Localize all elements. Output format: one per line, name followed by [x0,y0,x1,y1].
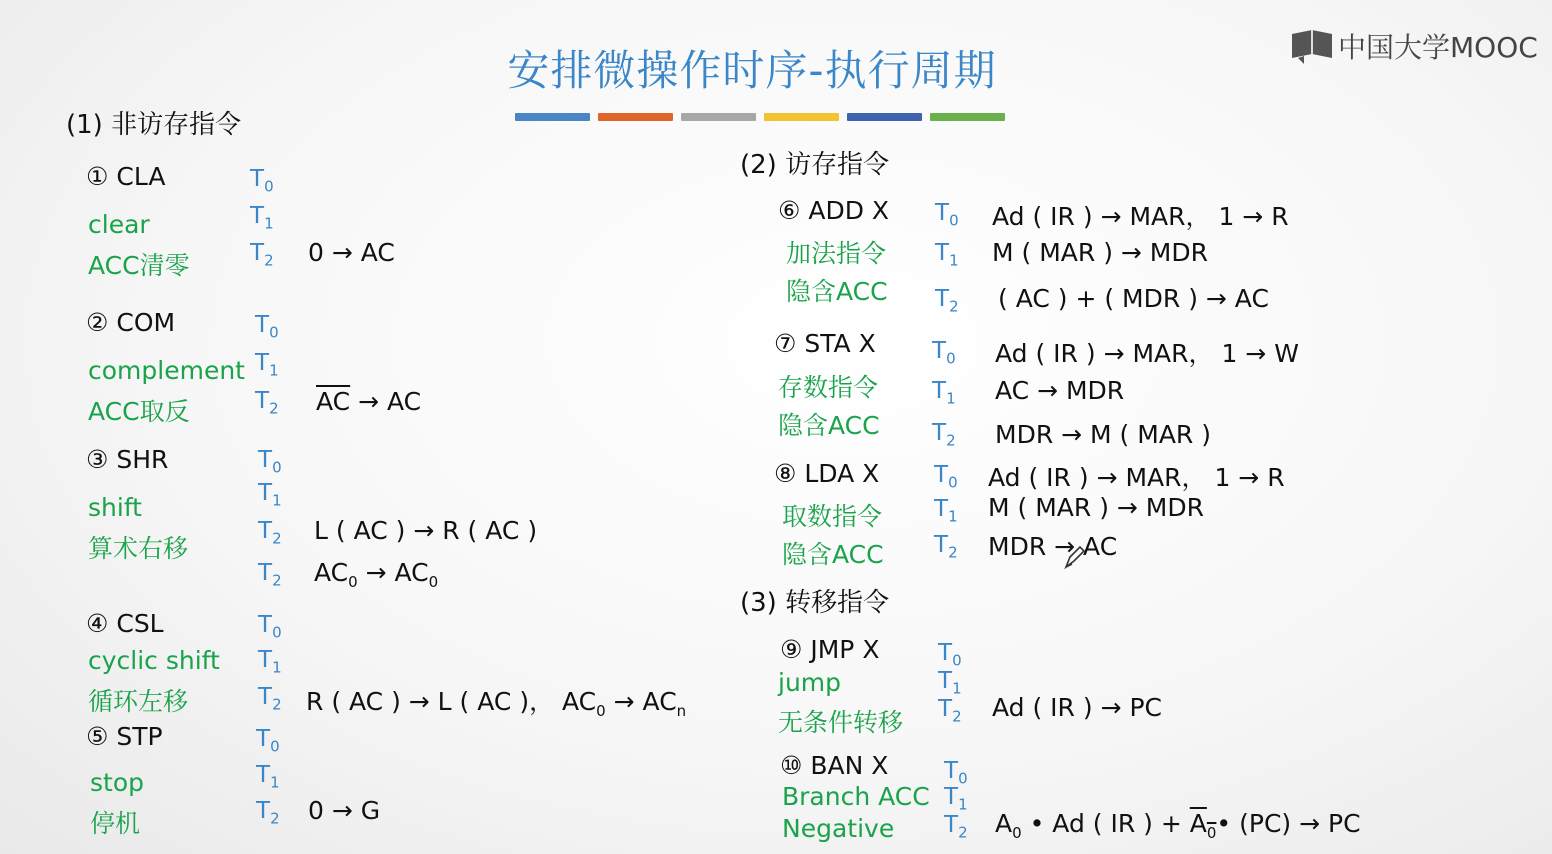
com-t0: $T_0$ [255,312,279,342]
lda-op-t2: MDR → AC [988,532,1118,561]
ban-t2: $T_2$ [944,812,968,842]
color-bar-2 [598,113,673,121]
add-desc-1: 加法指令 [786,239,887,268]
com-desc-en: complement [88,356,245,385]
lda-t1: $T_1$ [934,496,958,526]
shr-t2: $T_2$ [258,518,282,548]
cla-desc-cn: ACC清零 [88,251,190,280]
cla-t0: $T_0$ [250,166,274,196]
sta-desc-2: 隐含ACC [778,411,880,440]
stp-t1: $T_1$ [256,762,280,792]
lda-name: ⑧ LDA X [774,459,880,488]
stp-name: ⑤ STP [86,722,163,751]
com-t1: $T_1$ [255,350,279,380]
sta-op-t1: AC → MDR [995,376,1125,405]
add-t0: $T_0$ [935,200,959,230]
cla-desc-en: clear [88,210,150,239]
jmp-desc-2: 无条件转移 [778,708,904,737]
ban-desc-1: Branch ACC [782,782,930,811]
shr-op-t2: L ( AC ) → R ( AC ) [314,516,538,545]
shr-desc-cn: 算术右移 [88,534,189,563]
add-t2: $T_2$ [935,286,959,316]
lda-op-t1: M ( MAR ) → MDR [988,493,1204,522]
add-op-t2: ( AC ) + ( MDR ) → AC [998,284,1269,313]
section-1-header: (1) 非访存指令 [66,110,242,140]
shr-t1: $T_1$ [258,480,282,510]
cla-t1: $T_1$ [250,203,274,233]
section-2-header: (2) 访存指令 [740,150,890,180]
shr-name: ③ SHR [86,445,169,474]
shr-t2b: $T_2$ [258,560,282,590]
ban-op-t2: $A_0$ • Ad ( IR ) + $A_0•$ (PC) → PC [995,809,1361,842]
section-3-header: (3) 转移指令 [740,588,890,618]
shr-op-t2b: $AC_0 \to AC_0$ [314,558,439,591]
jmp-desc-1: jump [778,668,842,697]
jmp-t0: $T_0$ [938,640,962,670]
csl-desc-en: cyclic shift [88,646,220,675]
add-t1: $T_1$ [935,240,959,270]
jmp-op-t2: Ad ( IR ) → PC [992,693,1162,722]
shr-desc-en: shift [88,493,142,522]
mooc-logo-text: 中国大学MOOC [1338,31,1538,64]
jmp-t1: $T_1$ [938,668,962,698]
color-bar-1 [515,113,590,121]
cla-name: ① CLA [86,162,166,191]
color-bar-4 [764,113,839,121]
com-t2: $T_2$ [255,388,279,418]
lda-op-t0: Ad ( IR ) → MAR， 1 → R [988,463,1285,492]
csl-desc-cn: 循环左移 [88,687,189,716]
csl-t1: $T_1$ [258,647,282,677]
lda-t0: $T_0$ [934,462,958,492]
com-op-ac-bar: $\overline{AC}$ [316,387,351,416]
color-bar-3 [681,113,756,121]
ban-op-a0-bar: $A_0$ [1189,809,1217,842]
color-bar-5 [847,113,922,121]
add-op-t1: M ( MAR ) → MDR [992,238,1208,267]
csl-t2: $T_2$ [258,684,282,714]
sta-t0: $T_0$ [932,338,956,368]
stp-desc-en: stop [90,768,144,797]
sta-t2: $T_2$ [932,420,956,450]
stp-op-t2: 0 → G [308,796,381,825]
com-desc-cn: ACC取反 [88,397,190,426]
add-op-t0: Ad ( IR ) → MAR， 1 → R [992,202,1289,231]
stp-t2: $T_2$ [256,798,280,828]
jmp-t2: $T_2$ [938,696,962,726]
com-op-t2: $\overline{AC}$ → AC [316,387,422,416]
csl-t0: $T_0$ [258,612,282,642]
lda-desc-1: 取数指令 [782,502,883,531]
csl-op-t2: R ( AC ) → L ( AC )， $AC_0 \to AC_n$ [306,687,687,720]
pen-cursor-icon [1062,545,1086,571]
sta-op-t0: Ad ( IR ) → MAR， 1 → W [995,339,1299,368]
csl-name: ④ CSL [86,609,164,638]
sta-name: ⑦ STA X [774,329,876,358]
cla-op-t2: 0 → AC [308,238,395,267]
ban-t0: $T_0$ [944,758,968,788]
lda-t2: $T_2$ [934,532,958,562]
com-name: ② COM [86,308,176,337]
color-bar-strip [515,113,1005,121]
sta-op-t2: MDR → M ( MAR ) [995,420,1211,449]
stp-desc-cn: 停机 [90,809,141,838]
mooc-logo [1290,26,1538,66]
sta-t1: $T_1$ [932,378,956,408]
color-bar-6 [930,113,1005,121]
stp-t0: $T_0$ [256,726,280,756]
cla-t2: $T_2$ [250,240,274,270]
add-desc-2: 隐含ACC [786,277,888,306]
ban-name: ⑩ BAN X [780,751,889,780]
ban-desc-2: Negative [782,814,895,843]
lda-desc-2: 隐含ACC [782,540,884,569]
ban-t1: $T_1$ [944,784,968,814]
page-title: 安排微操作时序-执行周期 [507,46,997,95]
shr-t0: $T_0$ [258,447,282,477]
jmp-name: ⑨ JMP X [780,635,880,664]
sta-desc-1: 存数指令 [778,373,879,402]
mooc-logo-icon [1290,28,1334,64]
add-name: ⑥ ADD X [778,196,890,225]
